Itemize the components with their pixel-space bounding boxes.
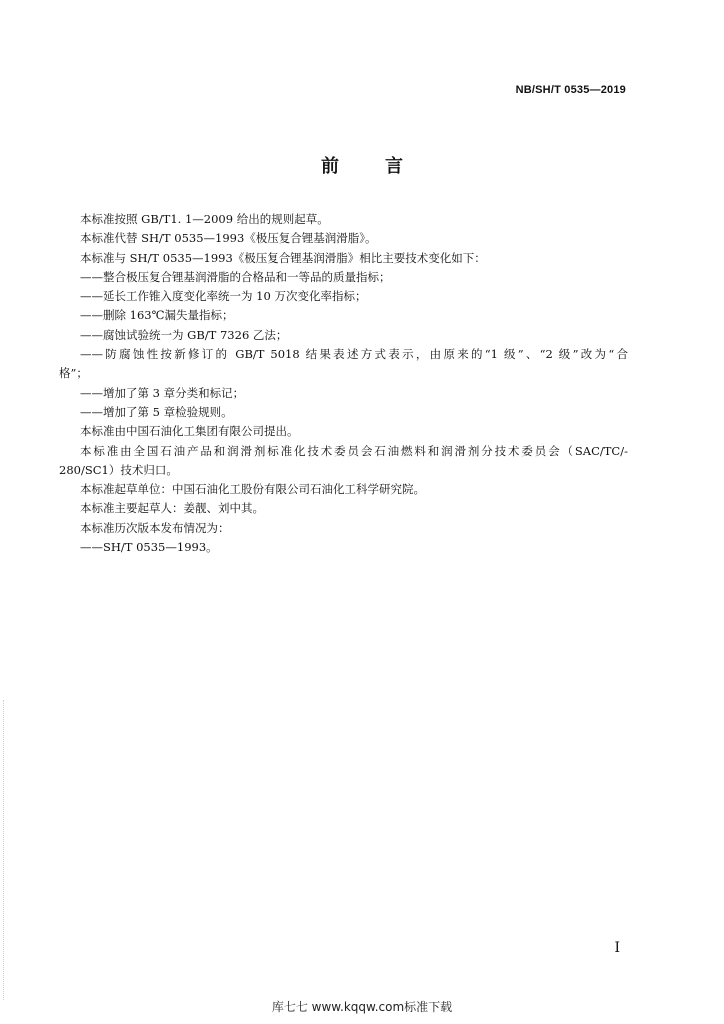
wrapped-line-2: 格”； (59, 366, 88, 381)
list-item: ——增加了第 3 章分类和标记； (80, 385, 245, 400)
list-item: ——删除 163℃漏失量指标； (80, 308, 234, 323)
paragraph: 本标准历次版本发布情况为： (80, 520, 230, 535)
page-number: I (614, 940, 620, 956)
scan-edge (3, 700, 6, 1000)
foreword-body (59, 210, 628, 557)
list-item: ——整合极压复合锂基润滑脂的合格品和一等品的质量指标； (80, 269, 391, 284)
wrapped-line-1: ——防腐蚀性按新修订的 GB/T 5018 结果表述方式表示，由原来的“1 级”、“2 级”改为“合 (80, 347, 628, 362)
title-char-1: 前 (321, 156, 339, 177)
paragraph: 本标准按照 GB/T1. 1—2009 给出的规则起草。 (80, 212, 329, 226)
paragraph: 本标准由中国石油化工集团有限公司提出。 (80, 424, 299, 439)
page-title (0, 152, 724, 178)
paragraph: 本标准主要起草人：姜靓、刘中其。 (80, 501, 264, 516)
paragraph: 本标准起草单位：中国石油化工股份有限公司石油化工科学研究院。 (80, 482, 425, 497)
paragraph: 本标准与 SH/T 0535—1993《极压复合锂基润滑脂》相比主要技术变化如下： (80, 250, 486, 265)
wrapped-line-2: 280/SC1）技术归口。 (59, 462, 178, 477)
list-item-wrapped (59, 345, 628, 384)
list-item: ——增加了第 5 章检验规则。 (80, 404, 233, 419)
title-char-2: 言 (385, 156, 403, 177)
list-item: ——腐蚀试验统一为 GB/T 7326 乙法； (80, 327, 288, 342)
paragraph-wrapped (59, 442, 628, 481)
footer-watermark-link[interactable]: 库七七 www.kqqw.com标准下载 (271, 1000, 453, 1014)
wrapped-line-1: 本标准由全国石油产品和润滑剂标准化技术委员会石油燃料和润滑剂分技术委员会（SAC/TC/- (80, 443, 628, 458)
document-code: NB/SH/T 0535—2019 (515, 84, 626, 96)
list-item: ——延长工作锥入度变化率统一为 10 万次变化率指标； (80, 289, 367, 304)
paragraph: 本标准代替 SH/T 0535—1993《极压复合锂基润滑脂》。 (80, 231, 377, 246)
list-item: ——SH/T 0535—1993。 (80, 540, 218, 555)
